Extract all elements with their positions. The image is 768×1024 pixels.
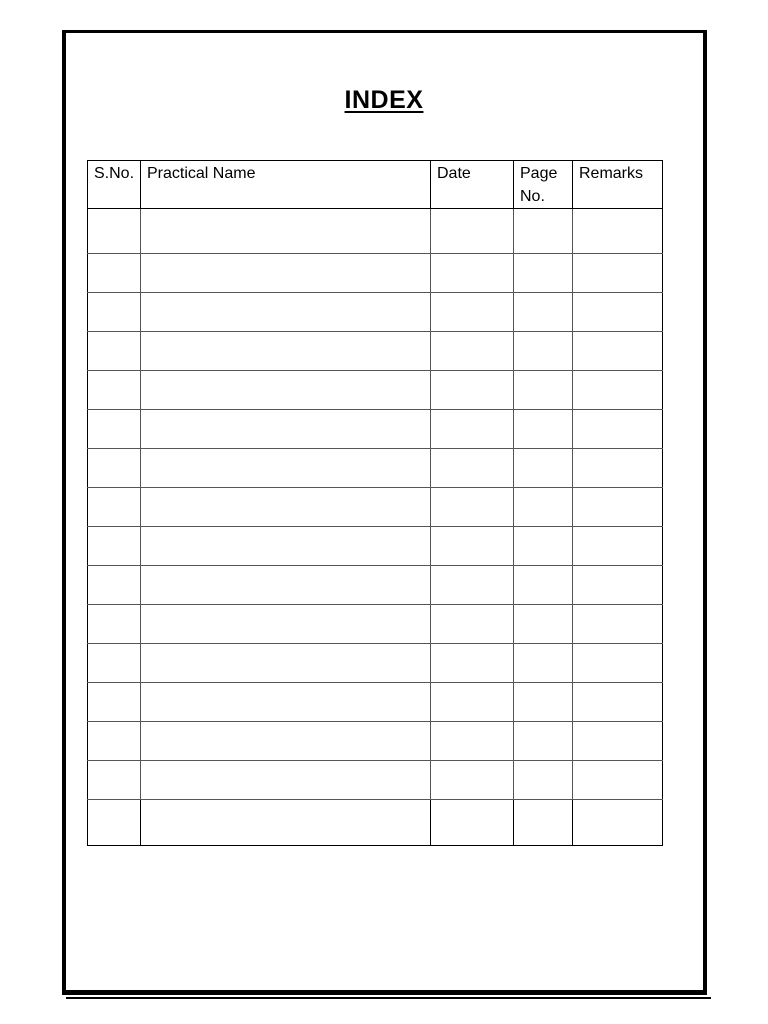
- cell-remarks: [573, 332, 663, 371]
- cell-page-no: [514, 209, 573, 254]
- cell-remarks: [573, 449, 663, 488]
- cell-remarks: [573, 605, 663, 644]
- cell-sno: [88, 254, 141, 293]
- cell-page-no: [514, 683, 573, 722]
- column-header-sno: S.No.: [88, 161, 141, 209]
- cell-remarks: [573, 293, 663, 332]
- table-row: [88, 566, 663, 605]
- cell-page-no: [514, 410, 573, 449]
- cell-practical-name: [141, 293, 431, 332]
- cell-page-no: [514, 605, 573, 644]
- table-row: [88, 761, 663, 800]
- cell-sno: [88, 449, 141, 488]
- cell-remarks: [573, 488, 663, 527]
- cell-practical-name: [141, 371, 431, 410]
- cell-sno: [88, 722, 141, 761]
- cell-page-no: [514, 332, 573, 371]
- cell-date: [431, 644, 514, 683]
- cell-date: [431, 605, 514, 644]
- cell-date: [431, 449, 514, 488]
- cell-date: [431, 332, 514, 371]
- cell-page-no: [514, 800, 573, 846]
- cell-date: [431, 761, 514, 800]
- cell-remarks: [573, 683, 663, 722]
- cell-remarks: [573, 566, 663, 605]
- cell-practical-name: [141, 527, 431, 566]
- cell-remarks: [573, 644, 663, 683]
- cell-practical-name: [141, 209, 431, 254]
- cell-date: [431, 410, 514, 449]
- page-title: INDEX: [344, 86, 424, 114]
- cell-remarks: [573, 761, 663, 800]
- table-row: [88, 332, 663, 371]
- cell-remarks: [573, 527, 663, 566]
- cell-date: [431, 722, 514, 761]
- cell-sno: [88, 566, 141, 605]
- column-header-page-no: Page No.: [514, 161, 573, 209]
- cell-page-no: [514, 644, 573, 683]
- cell-practical-name: [141, 683, 431, 722]
- cell-practical-name: [141, 566, 431, 605]
- cell-sno: [88, 371, 141, 410]
- cell-sno: [88, 683, 141, 722]
- column-header-date: Date: [431, 161, 514, 209]
- cell-page-no: [514, 566, 573, 605]
- cell-remarks: [573, 722, 663, 761]
- table-row: [88, 371, 663, 410]
- cell-sno: [88, 761, 141, 800]
- table-row: [88, 800, 663, 846]
- cell-date: [431, 293, 514, 332]
- cell-page-no: [514, 254, 573, 293]
- cell-page-no: [514, 527, 573, 566]
- cell-sno: [88, 209, 141, 254]
- cell-date: [431, 371, 514, 410]
- cell-sno: [88, 527, 141, 566]
- cell-practical-name: [141, 254, 431, 293]
- table-row: [88, 722, 663, 761]
- cell-sno: [88, 293, 141, 332]
- cell-sno: [88, 605, 141, 644]
- index-table: [87, 160, 663, 846]
- cell-page-no: [514, 722, 573, 761]
- cell-date: [431, 800, 514, 846]
- cell-page-no: [514, 293, 573, 332]
- table-row: [88, 527, 663, 566]
- cell-practical-name: [141, 332, 431, 371]
- cell-remarks: [573, 254, 663, 293]
- cell-sno: [88, 488, 141, 527]
- table-header-row: [88, 161, 663, 209]
- cell-date: [431, 683, 514, 722]
- cell-sno: [88, 332, 141, 371]
- cell-remarks: [573, 800, 663, 846]
- table-row: [88, 683, 663, 722]
- cell-practical-name: [141, 722, 431, 761]
- table-row: [88, 644, 663, 683]
- table-row: [88, 293, 663, 332]
- cell-practical-name: [141, 410, 431, 449]
- cell-page-no: [514, 449, 573, 488]
- table-row: [88, 209, 663, 254]
- cell-practical-name: [141, 644, 431, 683]
- cell-date: [431, 566, 514, 605]
- column-header-remarks: Remarks: [573, 161, 663, 209]
- cell-remarks: [573, 209, 663, 254]
- cell-date: [431, 209, 514, 254]
- column-header-practical-name: Practical Name: [141, 161, 431, 209]
- cell-remarks: [573, 371, 663, 410]
- cell-practical-name: [141, 488, 431, 527]
- table-row: [88, 605, 663, 644]
- cell-date: [431, 488, 514, 527]
- cell-sno: [88, 800, 141, 846]
- table-row: [88, 449, 663, 488]
- cell-page-no: [514, 371, 573, 410]
- cell-page-no: [514, 488, 573, 527]
- cell-practical-name: [141, 800, 431, 846]
- cell-practical-name: [141, 449, 431, 488]
- cell-date: [431, 254, 514, 293]
- cell-remarks: [573, 410, 663, 449]
- cell-practical-name: [141, 761, 431, 800]
- table-row: [88, 254, 663, 293]
- cell-date: [431, 527, 514, 566]
- cell-sno: [88, 410, 141, 449]
- cell-sno: [88, 644, 141, 683]
- table-row: [88, 488, 663, 527]
- table-row: [88, 410, 663, 449]
- cell-practical-name: [141, 605, 431, 644]
- cell-page-no: [514, 761, 573, 800]
